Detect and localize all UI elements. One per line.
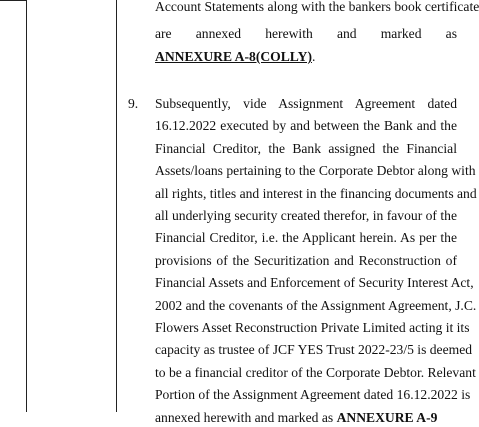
paragraph-line: all underlying security created therefor, in favour of the <box>155 208 457 223</box>
paragraph-line: Financial Assets and Enforcement of Security Interest Act, <box>155 275 474 291</box>
table-border-column <box>116 0 117 412</box>
paragraph-line: 2002 and the covenants of the Assignment Agreement, J.C. <box>155 297 477 313</box>
paragraph-line: all rights, titles and interest in the financing documents and <box>155 185 477 201</box>
last-line-text: annexed herewith and marked as <box>155 409 334 425</box>
table-border-top-stub <box>0 0 26 1</box>
paragraph-last-line <box>155 408 437 427</box>
prev-paragraph-line: Account Statements along with the bankers book certificate <box>155 0 479 14</box>
table-border-left <box>26 0 27 412</box>
paragraph-line: Assets/loans pertaining to the Corporate Debtor along with <box>155 163 476 179</box>
annexure-suffix: . <box>311 49 316 64</box>
annexure-label: ANNEXURE A-9 <box>336 409 438 425</box>
word: herewith <box>265 26 313 41</box>
paragraph-line: capacity as trustee of JCF YES Trust 2022-23/5 is deemed <box>155 342 473 358</box>
paragraph-line: provisions of the Securitization and Reconstruction of <box>155 252 457 268</box>
word: as <box>445 26 457 41</box>
paragraph-line: Financial Creditor, i.e. the Applicant herein. As per the <box>155 230 457 246</box>
annexure-label: ANNEXURE A-8(COLLY) <box>155 49 312 64</box>
paragraph-number: 9. <box>128 96 139 111</box>
word: are <box>155 26 172 41</box>
paragraph-line: Subsequently, vide Assignment Agreement dated <box>155 96 457 111</box>
paragraph-line: 16.12.2022 executed by and between the Bank and the <box>155 118 457 134</box>
word: marked <box>380 26 422 41</box>
annexure-reference <box>155 47 315 66</box>
word: and <box>336 26 357 41</box>
paragraph-line: Financial Creditor, the Bank assigned the Financial <box>155 140 457 156</box>
prev-paragraph-line-justified <box>155 24 457 43</box>
paragraph-line: Flowers Asset Reconstruction Private Limited acting it its <box>155 320 470 335</box>
paragraph-line: Portion of the Assignment Agreement dated 16.12.2022 is <box>155 387 471 403</box>
paragraph-line: to be a financial creditor of the Corporate Debtor. Relevant <box>155 364 476 380</box>
word: annexed <box>195 26 242 41</box>
